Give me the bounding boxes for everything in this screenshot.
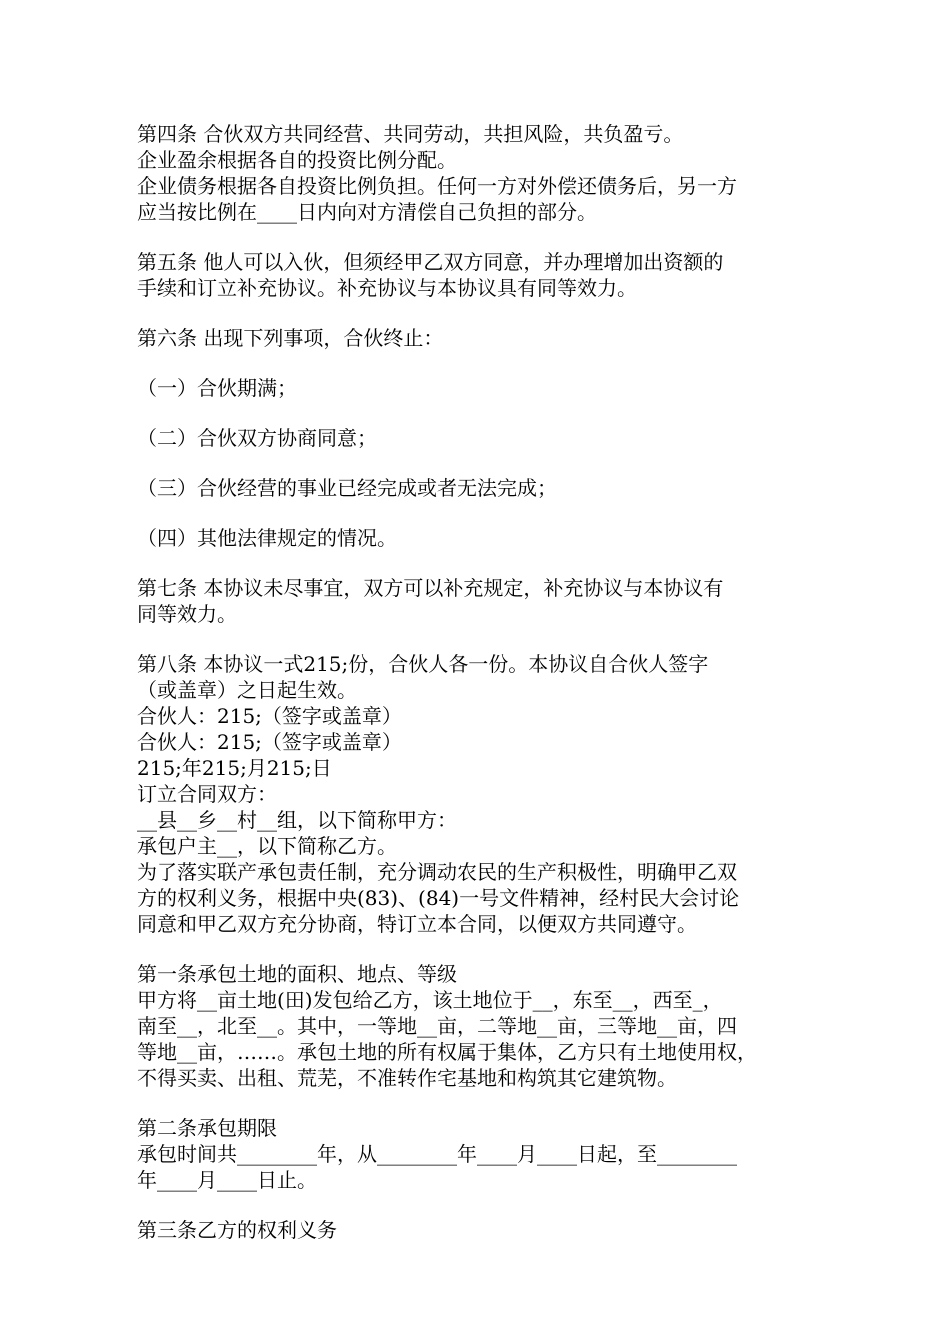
text-line: （一）合伙期满； (137, 376, 297, 400)
paragraph-article-5 (137, 249, 837, 301)
paragraph-section-2 (137, 1115, 837, 1193)
paragraph-article-6 (137, 325, 837, 351)
text-line: 企业债务根据各自投资比例负担。任何一方对外偿还债务后，另一方 (137, 174, 737, 198)
paragraph-gap (137, 551, 837, 575)
paragraph-article-8 (137, 651, 837, 937)
paragraph-gap (137, 1193, 837, 1217)
paragraph-gap (137, 1091, 837, 1115)
text-line: 不得买卖、出租、荒芜，不准转作宅基地和构筑其它建筑物。 (137, 1066, 677, 1090)
text-line: 第七条 本协议未尽事宜，双方可以补充规定，补充协议与本协议有 (137, 576, 724, 600)
text-line: 第四条 合伙双方共同经营、共同劳动，共担风险，共负盈亏。 (137, 122, 684, 146)
text-line: （二）合伙双方协商同意； (137, 426, 377, 450)
text-line: 等地__亩，……。承包土地的所有权属于集体，乙方只有土地使用权， (137, 1040, 757, 1064)
paragraph-gap (137, 351, 837, 375)
text-line: 方的权利义务，根据中央(83)、(84)一号文件精神，经村民大会讨论 (137, 886, 740, 910)
text-line: （三）合伙经营的事业已经完成或者无法完成； (137, 476, 557, 500)
text-line: 第八条 本协议一式215;份，合伙人各一份。本协议自合伙人签字 (137, 652, 709, 676)
text-line: 南至__，北至__。其中，一等地__亩，二等地__亩，三等地__亩，四 (137, 1014, 737, 1038)
paragraph-gap (137, 627, 837, 651)
text-line: 第三条乙方的权利义务 (137, 1218, 337, 1242)
text-line: 第一条承包土地的面积、地点、等级 (137, 962, 457, 986)
text-line: 承包户主__，以下简称乙方。 (137, 834, 397, 858)
text-line: （或盖章）之日起生效。 (137, 678, 357, 702)
text-line: 手续和订立补充协议。补充协议与本协议具有同等效力。 (137, 276, 637, 300)
text-line: 企业盈余根据各自的投资比例分配。 (137, 148, 457, 172)
text-line: 承包时间共________年，从________年____月____日起，至________ (137, 1142, 737, 1166)
document-body (137, 121, 837, 1243)
text-line: __县__乡__村__组，以下简称甲方： (137, 808, 457, 832)
text-line: 应当按比例在____日内向对方清偿自己负担的部分。 (137, 200, 597, 224)
paragraph-gap (137, 401, 837, 425)
text-line: 订立合同双方： (137, 782, 277, 806)
text-line: 同意和甲乙双方充分协商，特订立本合同，以便双方共同遵守。 (137, 912, 697, 936)
text-line: 第六条 出现下列事项，合伙终止： (137, 326, 444, 350)
list-item-4 (137, 525, 837, 551)
list-item-2 (137, 425, 837, 451)
text-line: 甲方将__亩土地(田)发包给乙方，该土地位于__，东至__，西至_， (137, 988, 723, 1012)
paragraph-gap (137, 225, 837, 249)
paragraph-gap (137, 937, 837, 961)
text-line: 同等效力。 (137, 602, 237, 626)
text-line: 第五条 他人可以入伙，但须经甲乙双方同意，并办理增加出资额的 (137, 250, 724, 274)
text-line: （四）其他法律规定的情况。 (137, 526, 397, 550)
list-item-1 (137, 375, 837, 401)
paragraph-article-4 (137, 121, 837, 225)
text-line: 215;年215;月215;日 (137, 756, 332, 780)
text-line: 合伙人：215;（签字或盖章） (137, 730, 402, 754)
paragraph-gap (137, 301, 837, 325)
paragraph-section-3 (137, 1217, 837, 1243)
text-line: 第二条承包期限 (137, 1116, 277, 1140)
paragraph-gap (137, 501, 837, 525)
paragraph-gap (137, 451, 837, 475)
text-line: 为了落实联产承包责任制，充分调动农民的生产积极性，明确甲乙双 (137, 860, 737, 884)
text-line: 合伙人：215;（签字或盖章） (137, 704, 402, 728)
list-item-3 (137, 475, 837, 501)
paragraph-article-7 (137, 575, 837, 627)
paragraph-section-1 (137, 961, 837, 1091)
text-line: 年____月____日止。 (137, 1168, 317, 1192)
